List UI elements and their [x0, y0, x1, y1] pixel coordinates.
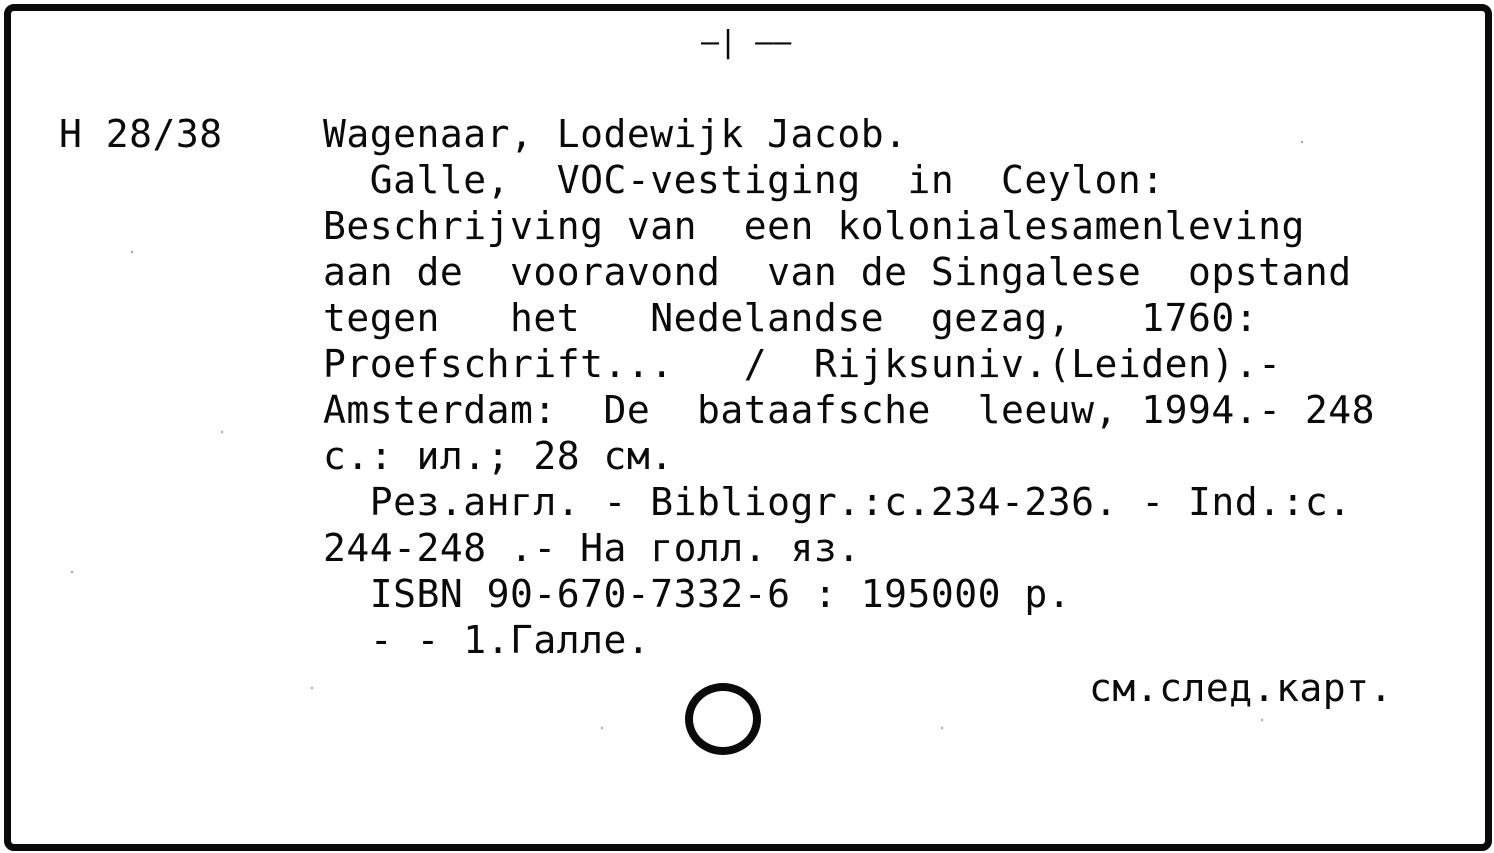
- dust-speck: [71, 571, 73, 573]
- body-line-3: aan de vooravond van de Singalese opstand: [323, 250, 1352, 294]
- body-line-6: Amsterdam: De bataafsche leeuw, 1994.- 248: [323, 388, 1376, 432]
- isbn-line: ISBN 90-670-7332-6 : 195000 р.: [323, 572, 1072, 616]
- dust-speck: [221, 431, 223, 433]
- body-line-1: Galle, VOC-vestiging in Ceylon:: [323, 158, 1165, 202]
- dust-speck: [311, 687, 313, 689]
- dust-speck: [1301, 141, 1303, 143]
- call-number: H 28/38: [59, 112, 223, 156]
- dust-speck: [601, 727, 603, 729]
- catalog-card: [4, 4, 1492, 851]
- body-line-5: Proefschrift... / Rijksuniv.(Leiden).-: [323, 342, 1282, 386]
- author-line: Wagenaar, Lodewijk Jacob.: [323, 112, 908, 156]
- dust-speck: [131, 251, 133, 253]
- see-next-card-note: см.след.карт.: [1089, 666, 1393, 710]
- body-line-9: 244-248 .- На голл. яз.: [323, 526, 861, 570]
- body-line-8: Рез.англ. - Bibliogr.:c.234-236. - Ind.:c.: [323, 480, 1352, 524]
- body-line-4: tegen het Nedelandse gezag, 1760:: [323, 296, 1259, 340]
- top-mark: —| ––: [701, 25, 792, 60]
- dust-speck: [941, 727, 943, 729]
- body-line-2: Beschrijving van een kolonialesamenleving: [323, 204, 1305, 248]
- dust-speck: [1261, 719, 1263, 721]
- punch-hole: [685, 683, 761, 755]
- subject-line: - - 1.Галле.: [323, 618, 651, 662]
- body-line-7: с.: ил.; 28 см.: [323, 434, 674, 478]
